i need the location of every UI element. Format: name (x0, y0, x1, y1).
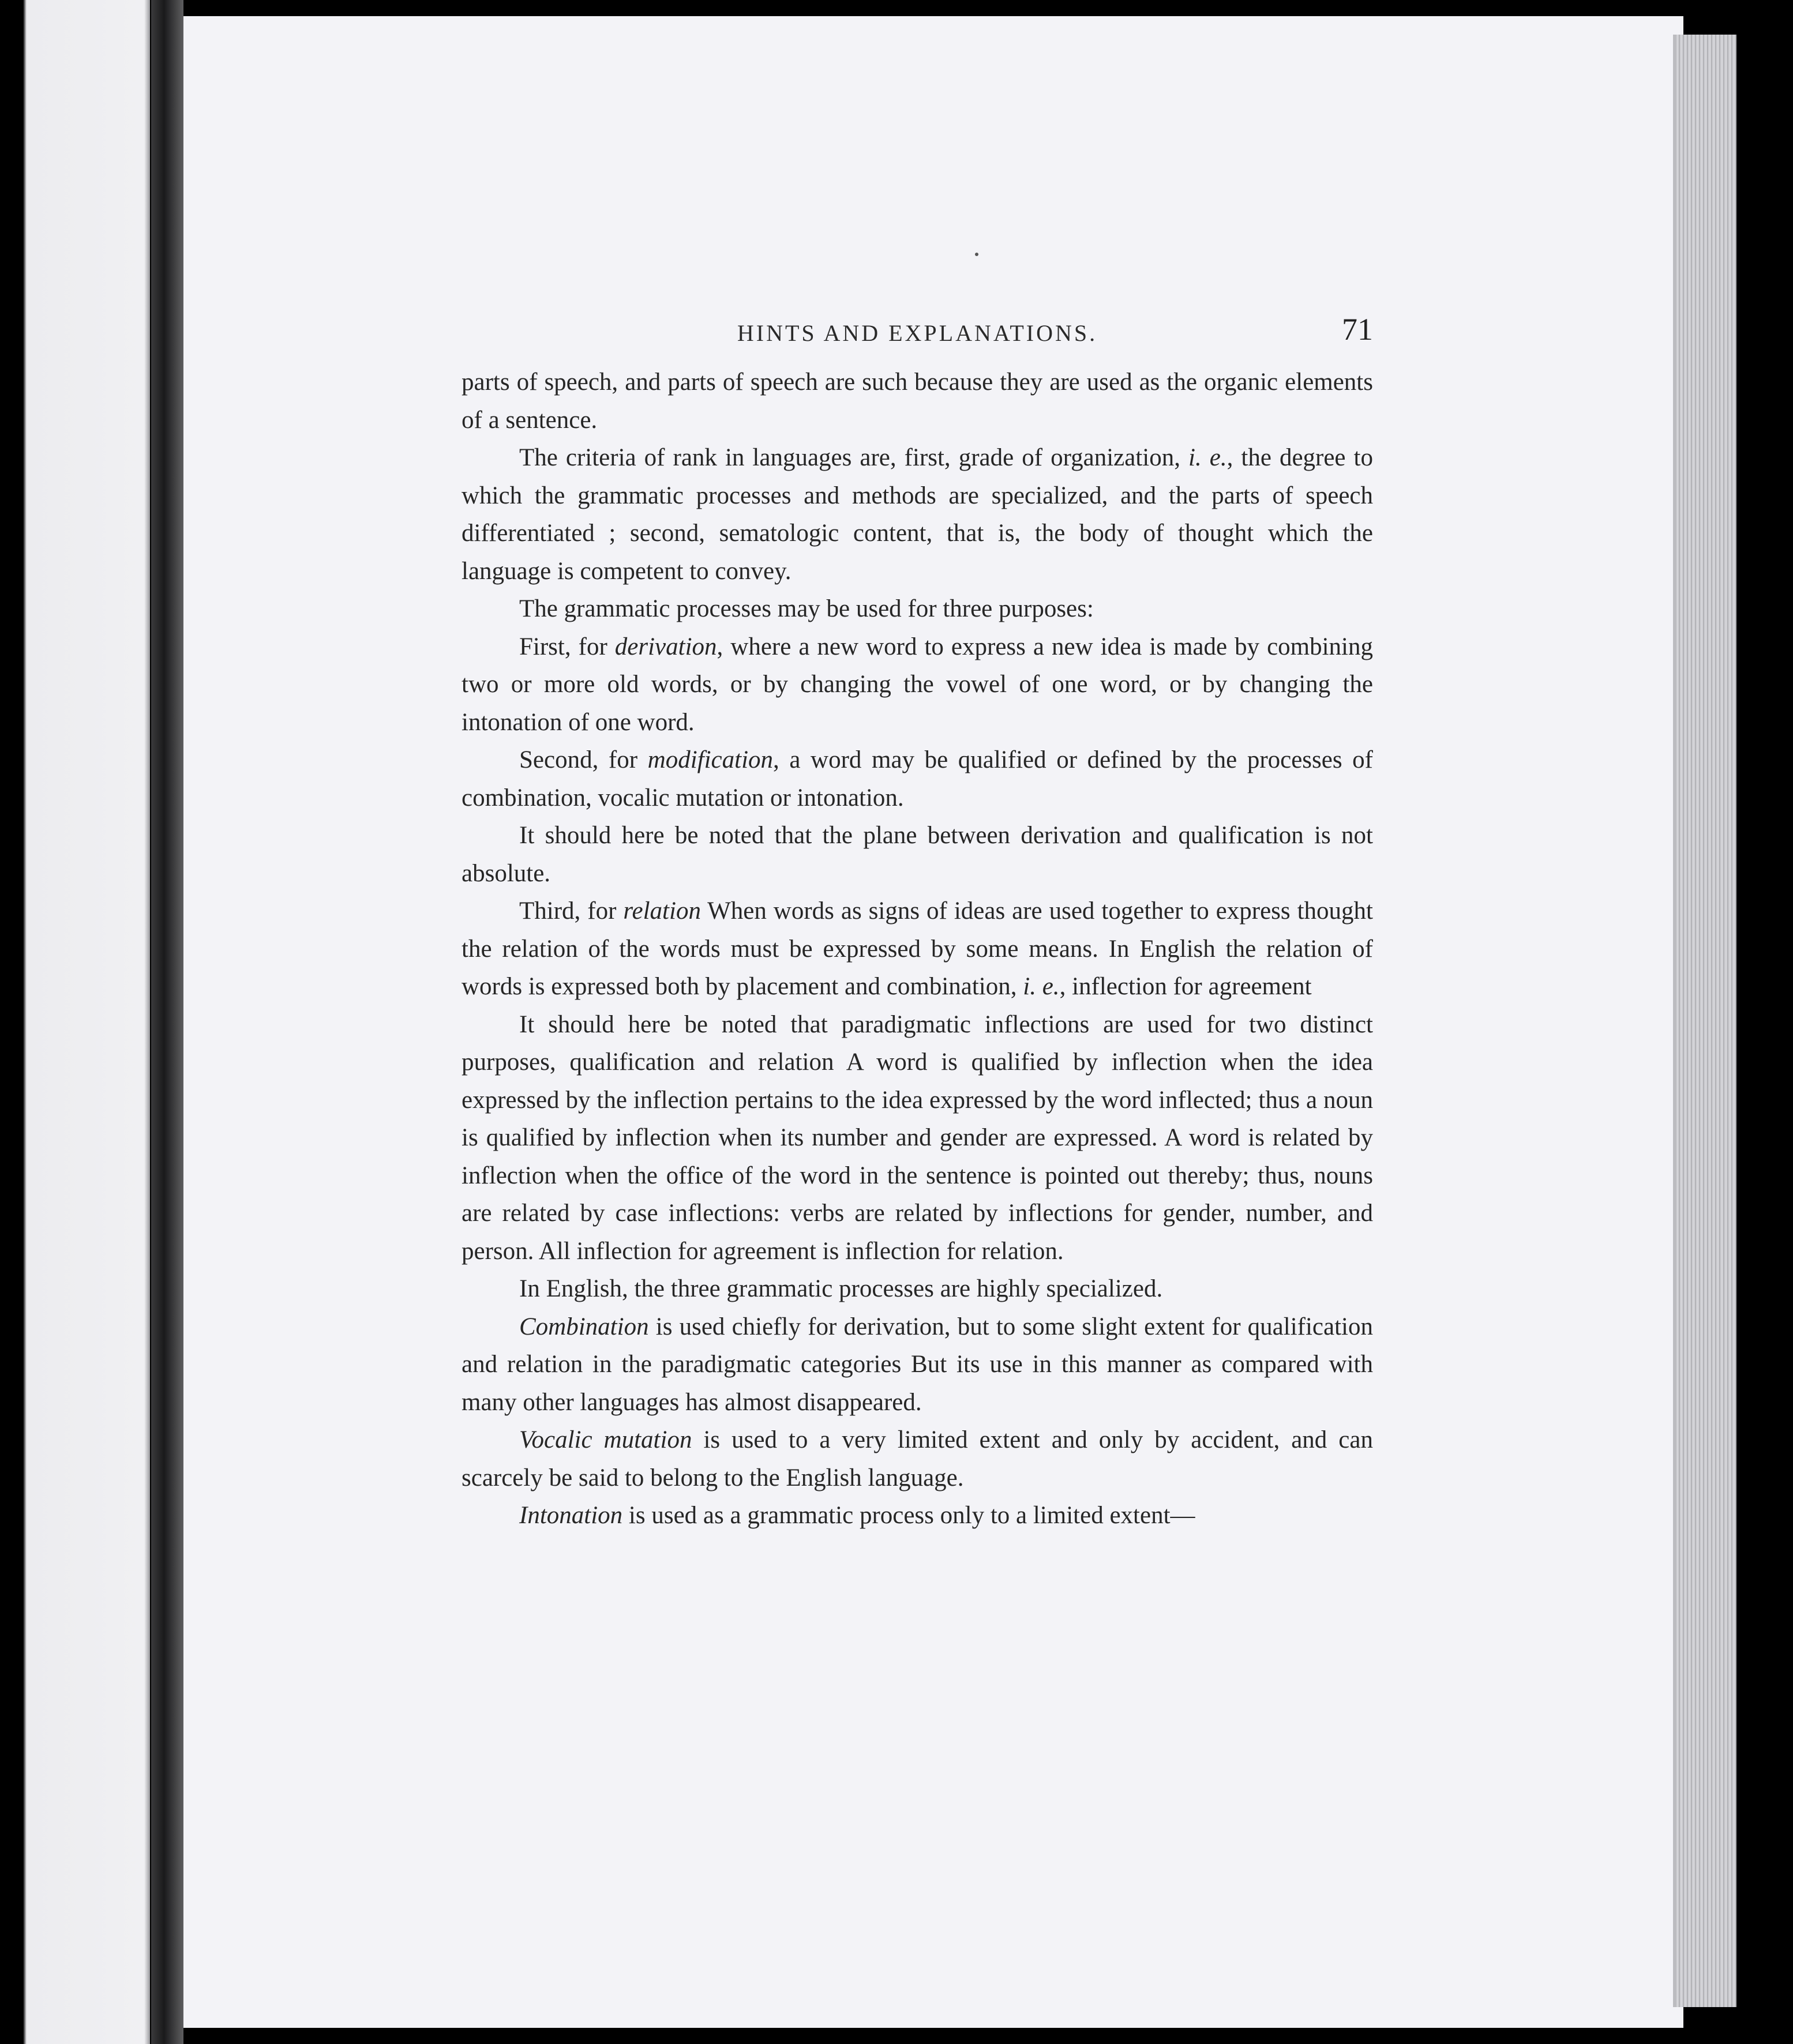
body-text (462, 363, 1373, 1535)
text-run: The grammatic processes may be used for three purposes: (519, 595, 1094, 622)
paragraph (462, 363, 1373, 439)
text-block (462, 311, 1373, 1535)
paragraph (462, 1497, 1373, 1535)
facing-page-edge (0, 0, 150, 2044)
italic-term: Intonation (519, 1502, 623, 1529)
paragraph (462, 590, 1373, 628)
running-title: HINTS AND EXPLANATIONS. (737, 320, 1098, 346)
text-run: , where a new word to express a new idea is made by combining two or more old words, or by changing the vowel of one word, or by changing the intonation of one word. (462, 633, 1374, 736)
paragraph (462, 817, 1373, 892)
italic-term: Vocalic mutation (519, 1426, 692, 1453)
text-run: When words as signs of ideas are used together to express thought the relation of the words must be expressed by some means. In English the relation of words is expressed both by placement and combination, (462, 897, 1374, 1000)
paragraph (462, 439, 1373, 590)
page-number: 71 (1342, 312, 1373, 347)
text-run: The criteria of rank in languages are, first, grade of organization, (519, 444, 1189, 471)
text-run: , inflection for agreement (1059, 973, 1312, 1000)
italic-term: modification (647, 746, 774, 773)
paragraph (462, 1006, 1373, 1271)
text-run: is used as a grammatic process only to a limited extent— (622, 1502, 1195, 1529)
text-run: is used chiefly for derivation, but to some slight extent for qualification and relation in the paradigmatic categories But its use in this manner as compared with many other languages has almost disappeared. (462, 1313, 1373, 1416)
text-run: parts of speech, and parts of speech are such because they are used as the organic elements of a sentence. (462, 369, 1373, 434)
text-run: , a word may be qualified or defined by the processes of combination, vocalic mutation or intonation. (462, 746, 1373, 811)
text-run: First, for (519, 633, 615, 660)
book-gutter (151, 0, 183, 2044)
italic-term: Combination (519, 1313, 649, 1340)
paragraph (462, 741, 1373, 817)
text-run: is used to a very limited extent and only by accident, and can scarcely be said to belong to the English language. (462, 1426, 1373, 1491)
text-run: In English, the three grammatic processes are highly specialized. (519, 1275, 1163, 1302)
paragraph (462, 628, 1373, 742)
text-run: Second, for (519, 746, 648, 773)
paragraph (462, 1308, 1373, 1422)
paragraph (462, 1270, 1373, 1308)
paragraph (462, 1421, 1373, 1497)
page-speck (975, 253, 978, 256)
running-head (462, 311, 1373, 363)
italic-term: derivation (614, 633, 717, 660)
text-run: Third, for (519, 897, 624, 925)
text-run: It should here be noted that the plane between derivation and qualification is not absolute. (462, 822, 1373, 887)
italic-term: i. e. (1188, 444, 1227, 471)
text-run: , the degree to which the grammatic processes and methods are specialized, and the parts of speech differentiated ; second, sematologic content, that is, the body of thought which the language is competent to convey. (462, 444, 1373, 585)
italic-term: i. e. (1023, 973, 1060, 1000)
text-run: It should here be noted that paradigmatic inflections are used for two distinct purposes, qualification and relation A word is qualified by inflection when the idea expressed by the inflection pertains to the idea expressed by the word inflected; thus a noun is qualified by inflection when its number and gender are expressed. A word is related by inflection when the office of the word in the sentence is pointed out thereby; thus, nouns are related by case inflections: verbs are related by inflections for gender, number, and person. All inflection for agreement is inflection for relation. (462, 1010, 1373, 1265)
paragraph (462, 892, 1373, 1006)
page-stack-edges (1673, 35, 1740, 2007)
scan-background (1736, 35, 1793, 2044)
italic-term: relation (623, 897, 701, 925)
